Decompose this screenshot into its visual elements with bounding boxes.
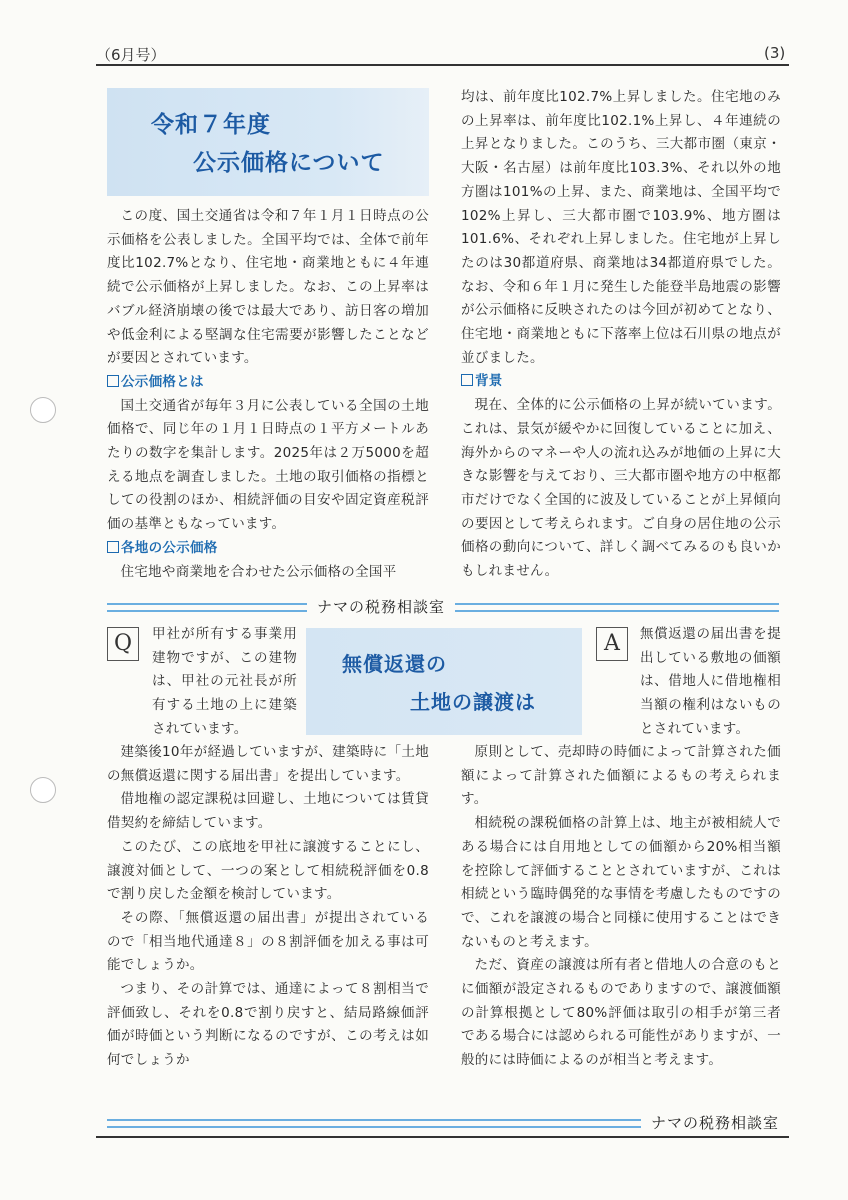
checkbox-square-icon [107,541,119,553]
question-paragraph: 借地権の認定課税は回避し、土地については賃貸借契約を締結しています。 [107,791,429,832]
binder-hole-top [30,397,56,423]
article-intro: この度、国土交通省は令和７年１月１日時点の公示価格を公表しました。全国平均では、全体で前年度比102.7%となり、住宅地・商業地ともに４年連続で公示価格が上昇しました。なお、この上昇率はバブル経済崩壊の後では最大であり、訪日客の増加や低金利による堅調な住宅需要が影響したことなどが要因とされています。 [107,208,429,367]
consult-footer-label: ナマの税務相談室 [641,1112,779,1133]
section-heading-about: 公示価格とは [107,371,429,395]
answer-paragraph: ただ、資産の譲渡は所有者と借地人の合意のもとに価額が設定されるものでありますので、譲渡価額の計算根拠として80%評価は取引の相手が第三者である場合には認められる可能性がありますが、一般的には時価によるのが相当と考えます。 [461,957,781,1069]
answer-body [461,741,781,1073]
section-heading-background: 背景 [461,370,781,394]
binder-hole-bottom [30,777,56,803]
answer-mark-box: A [596,627,628,661]
consult-header-band [107,600,779,616]
question-paragraph: 建築後10年が経過していますが、建築時に「土地の無償返還に関する届出書」を提出しています。 [107,744,429,784]
article-title-line2: 公示価格について [193,150,385,176]
section-heading-regional: 各地の公示価格 [107,537,429,561]
article-left-column [107,205,429,584]
question-body [107,741,429,1073]
question-mark-box: Q [107,627,139,661]
answer-paragraph: 原則として、売却時の時価によって計算された価額によって計算された価額によるもの考えられます。 [461,744,781,808]
checkbox-square-icon [461,374,473,386]
header-rule [96,64,789,66]
question-paragraph: つまり、その計算では、通達によって８割相当で評価致し、それを0.8で割り戻すと、結局路線価評価が時価という判断になるのですが、この考えは如何でしょうか [107,981,429,1069]
question-intro: 甲社が所有する事業用建物ですが、この建物は、甲社の元社長が所有する土地の上に建築されています。 [152,626,297,737]
answer-intro: 無償返還の届出書を提出している敷地の価額は、借地人に借地権相当額の権利はないものとされています。 [640,626,781,737]
article-title-box [107,88,429,196]
consult-title-line1: 無償返還の [342,652,447,676]
answer-paragraph: 相続税の課税価格の計算上は、地主が被相続人である場合には自用地としての価額から20%相当額を控除して評価することとされていますが、これは相続という臨時偶発的な事情を考慮したものですので、これを譲渡の場合と同様に使用することはできないものと考えます。 [461,815,781,950]
consult-title-line2: 土地の譲渡は [410,690,536,714]
section-regional-continued: 均は、前年度比102.7%上昇しました。住宅地のみの上昇率は、前年度比102.1%上昇し、４年連続の上昇となりました。このうち、三大都市圏（東京・大阪・名古屋）は前年度比103.3%、それ以外の地方圏は101%の上昇、また、商業地は、全国平均で102%上昇し、三大都市圏で103.9%、地方圏は101.6%、それぞれ上昇しました。住宅地が上昇したのは30都道府県、商業地は34都道府県でした。なお、令和６年１月に発生した能登半島地震の影響が公示価格に反映されたのは今回が初めてとなり、住宅地・商業地ともに下落率上位は石川県の地点が並びました。 [461,89,781,366]
question-paragraph: その際、「無償返還の届出書」が提出されているので「相当地代通達８」の８割評価を加える事は可能でしょうか。 [107,909,429,974]
section-background-text: 現在、全体的に公示価格の上昇が続いています。これは、景気が緩やかに回復していることに加え、海外からのマネーや人の流れ込みが地価の上昇に大きな影響を与えており、三大都市圏や地方の中枢都市だけでなく全国的に波及していることが上昇傾向の要因として考えられます。ご自身の居住地の公示価格の動向について、詳しく調べてみるのも良いかもしれません。 [461,397,781,580]
article-title-line1: 令和７年度 [151,112,271,138]
page-number: (3) [764,44,786,62]
consult-title-box [306,628,582,735]
checkbox-square-icon [107,375,119,387]
section-regional-text: 住宅地や商業地を合わせた公示価格の全国平 [120,563,397,580]
consult-footer-band [107,1116,779,1132]
article-right-column [461,86,781,584]
section-about-text: 国土交通省が毎年３月に公表している全国の土地価格で、同じ年の１月１日時点の１平方メートルあたりの数字を集計します。2025年は２万5000を超える地点を調査しました。土地の取引価格の指標としての役割のほか、相続評価の目安や固定資産税評価の基準ともなっています。 [107,397,429,533]
footer-rule [96,1136,789,1138]
issue-label: （6月号） [96,46,166,64]
question-paragraph: このたび、この底地を甲社に譲渡することにし、譲渡対価として、一つの案として相続税評価を0.8で割り戻した金額を検討しています。 [107,838,429,903]
consult-band-label: ナマの税務相談室 [307,596,455,617]
